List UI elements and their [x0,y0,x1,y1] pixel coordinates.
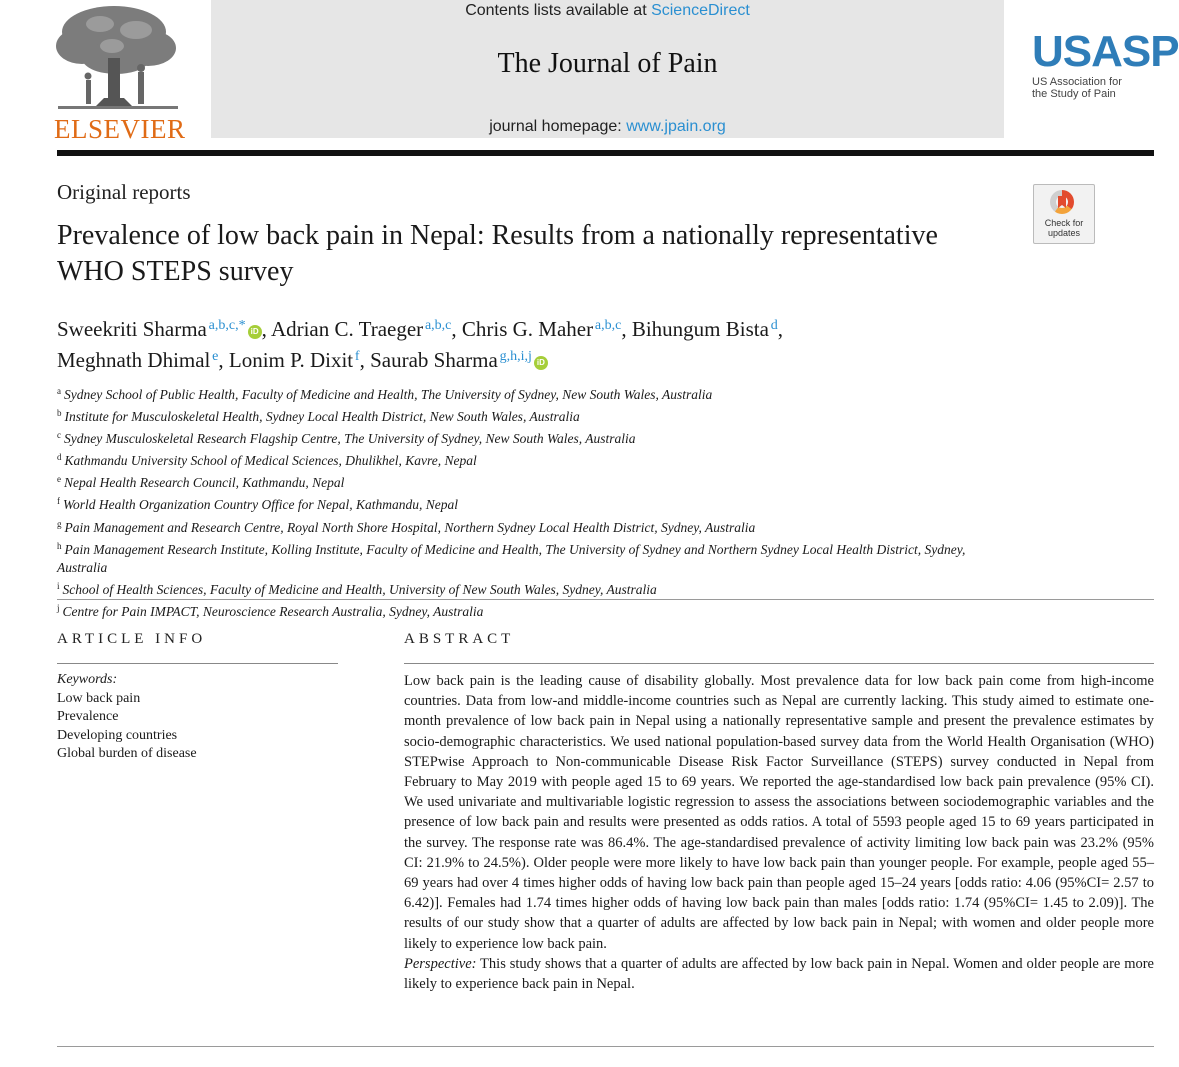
author-affil-sup[interactable]: g,h,i,j [499,349,532,364]
sciencedirect-link[interactable]: ScienceDirect [651,2,750,19]
author [462,317,632,341]
author-list [57,312,1057,374]
author-name: Saurab Sharma [370,348,498,372]
affiliation-letter: j [57,602,60,613]
contents-prefix: Contents lists available at [465,2,652,19]
journal-name: The Journal of Pain [497,48,718,79]
affiliation-item [57,470,1017,492]
abstract-body: Low back pain is the leading cause of disability globally. Most prevalence data for low back pain come from high-income countries. Data from low-and middle-income countries such as Nepal are currently lacking. This study aimed to estimate one-month prevalence of low back pain in Nepal using a nationally representative sample and present the prevalence estimates by socio-demographic characteristics. We used national population-based survey data from the World Health Organisation (WHO) STEPwise Approach to Non-communicable Disease Risk Factor Surveillance (STEPS) survey conducted in Nepal from February to May 2019 with people aged 15 to 69 years. We reported the age-standardised low back pain prevalence (95% CI). We used univariate and multivariable logistic regression to assess the associations between sociodemographic variables and the presence of low back pain and results were presented as odds ratios. A total of 5593 people aged 15 to 69 years participated in the survey. The response rate was 86.4%. The age-standardised prevalence of activity limiting low back pain was 23.2% (95% CI: 21.9% to 24.5%). Older people were more likely to have low back pain than younger people. For example, people aged 55–69 years had over 4 times higher odds of having low back pain than people aged 15–24 years [odds ratio: 4.06 (95%CI= 2.57 to 6.42)]. Females had 1.74 times higher odds of having low back pain than males [odds ratio: 1.74 (95%CI= 1.45 to 2.09)]. The results of our study show that a quarter of adults are affected by low back pain in Nepal; with women and older people more likely to experience low back pain. [404,673,1154,952]
journal-homepage-link[interactable]: www.jpain.org [626,118,726,135]
keywords-block [57,671,197,764]
affiliation-letter: e [57,474,61,485]
affiliation-text: Institute for Musculoskeletal Health, Sydney Local Health District, New South Wales, Australia [64,409,580,425]
affiliation-letter: i [57,580,60,591]
affiliation-letter: g [57,518,62,529]
author-affil-sup[interactable]: e [212,349,219,364]
check-updates-line2: updates [1047,228,1081,238]
author [57,317,271,341]
author-separator: , [359,348,371,372]
affiliation-item [57,577,1017,599]
affiliation-letter: c [57,430,61,441]
affiliation-letter: b [57,408,62,419]
author-affil-sup[interactable]: a,b,c [424,318,452,333]
affiliation-text: Sydney School of Public Health, Faculty of Medicine and Health, The University of Sydney, New South Wales, Australia [64,387,713,402]
usasp-wordmark: USASP [1032,27,1179,76]
author-affil-sup[interactable]: d [770,318,778,333]
affiliation-list [57,382,1017,621]
usasp-subtitle-line2: the Study of Pain [1032,88,1116,100]
abstract-perspective [404,954,1154,994]
article-title: Prevalence of low back pain in Nepal: Results from a nationally representative WHO STEPS survey [57,220,938,287]
author-name: Meghnath Dhimal [57,348,211,372]
affiliation-letter: a [57,386,61,396]
author [57,348,229,372]
contents-line [211,2,1004,20]
affiliation-item [57,537,1017,577]
author-name: Chris G. Maher [461,317,594,341]
affiliation-text: Pain Management Research Institute, Kolling Institute, Faculty of Medicine and Health, The University of Sydney and Northern Sydney Local Health District, Sydney, Australia [57,541,966,575]
homepage-prefix: journal homepage: [489,118,627,135]
affiliation-item [57,599,1017,621]
affiliation-item [57,448,1017,470]
affiliation-text: World Health Organization Country Office for Nepal, Kathmandu, Nepal [63,497,459,513]
author [370,348,548,372]
abstract-text [404,671,1154,994]
affiliation-text: Centre for Pain IMPACT, Neuroscience Research Australia, Sydney, Australia [62,603,484,619]
keyword-item: Prevalence [57,709,119,725]
affiliation-item [57,404,1017,426]
homepage-line [211,118,1004,136]
author-separator: , [261,317,271,341]
keyword-item: Developing countries [57,727,178,743]
usasp-subtitle-line1: US Association for [1032,76,1122,88]
check-updates-label [1034,218,1094,238]
affiliation-text: Pain Management and Research Centre, Royal North Shore Hospital, Northern Sydney Local Health District, Sydney, Australia [64,519,756,535]
elsevier-wordmark: ELSEVIER [54,114,186,144]
article-info-rule [57,663,338,664]
affiliation-text: Kathmandu University School of Medical Sciences, Dhulikhel, Kavre, Nepal [64,453,477,469]
author-name: Sweekriti Sharma [57,317,207,341]
author-affil-sup[interactable]: f [354,349,360,364]
usasp-logo [1032,27,1179,100]
orcid-icon[interactable]: iD [534,356,548,370]
author-separator: , [777,317,783,341]
affiliation-item [57,515,1017,537]
author [271,317,462,341]
affiliation-text: Sydney Musculoskeletal Research Flagship Centre, The University of Sydney, New South Wales, Australia [64,431,636,447]
article-info-heading: ARTICLE INFO [57,631,207,647]
author [229,348,370,372]
usasp-subtitle [1032,76,1179,100]
keyword-item: Global burden of disease [57,746,197,762]
keyword-item: Low back pain [57,690,141,706]
orcid-icon[interactable]: iD [248,325,262,339]
affiliation-text: School of Health Sciences, Faculty of Medicine and Health, University of New South Wales, Sydney, Australia [62,581,657,597]
author-name: Bihungum Bista [631,317,769,341]
section-label: Original reports [57,180,191,204]
keywords-label: Keywords: [57,672,118,687]
header-rule [57,150,1154,156]
author [632,317,783,341]
section-divider [57,599,1154,600]
perspective-text: This study shows that a quarter of adults are affected by low back pain in Nepal. Women and older people are more likely to experience back pain in Nepal. [404,955,1154,993]
affiliation-item [57,426,1017,448]
check-for-updates-button[interactable] [1033,184,1095,244]
affiliation-letter: f [57,496,60,507]
affiliation-item [57,382,1017,404]
affiliation-item [57,492,1017,514]
affiliation-text: Nepal Health Research Council, Kathmandu, Nepal [64,475,345,491]
perspective-label: Perspective: [404,955,477,972]
author-separator: , [621,317,632,341]
bottom-divider [57,1046,1154,1047]
author-separator: , [218,348,229,372]
abstract-rule [404,663,1154,664]
author-name: Adrian C. Traeger [270,317,424,341]
affiliation-letter: h [57,540,62,551]
author-affil-sup[interactable]: a,b,c [594,318,622,333]
abstract-heading: ABSTRACT [404,631,515,647]
author-separator: , [451,317,462,341]
author-affil-sup[interactable]: a,b,c,* [208,318,246,333]
affiliation-letter: d [57,452,62,463]
author-name: Lonim P. Dixit [228,348,354,372]
check-updates-line1: Check for [1044,218,1084,228]
